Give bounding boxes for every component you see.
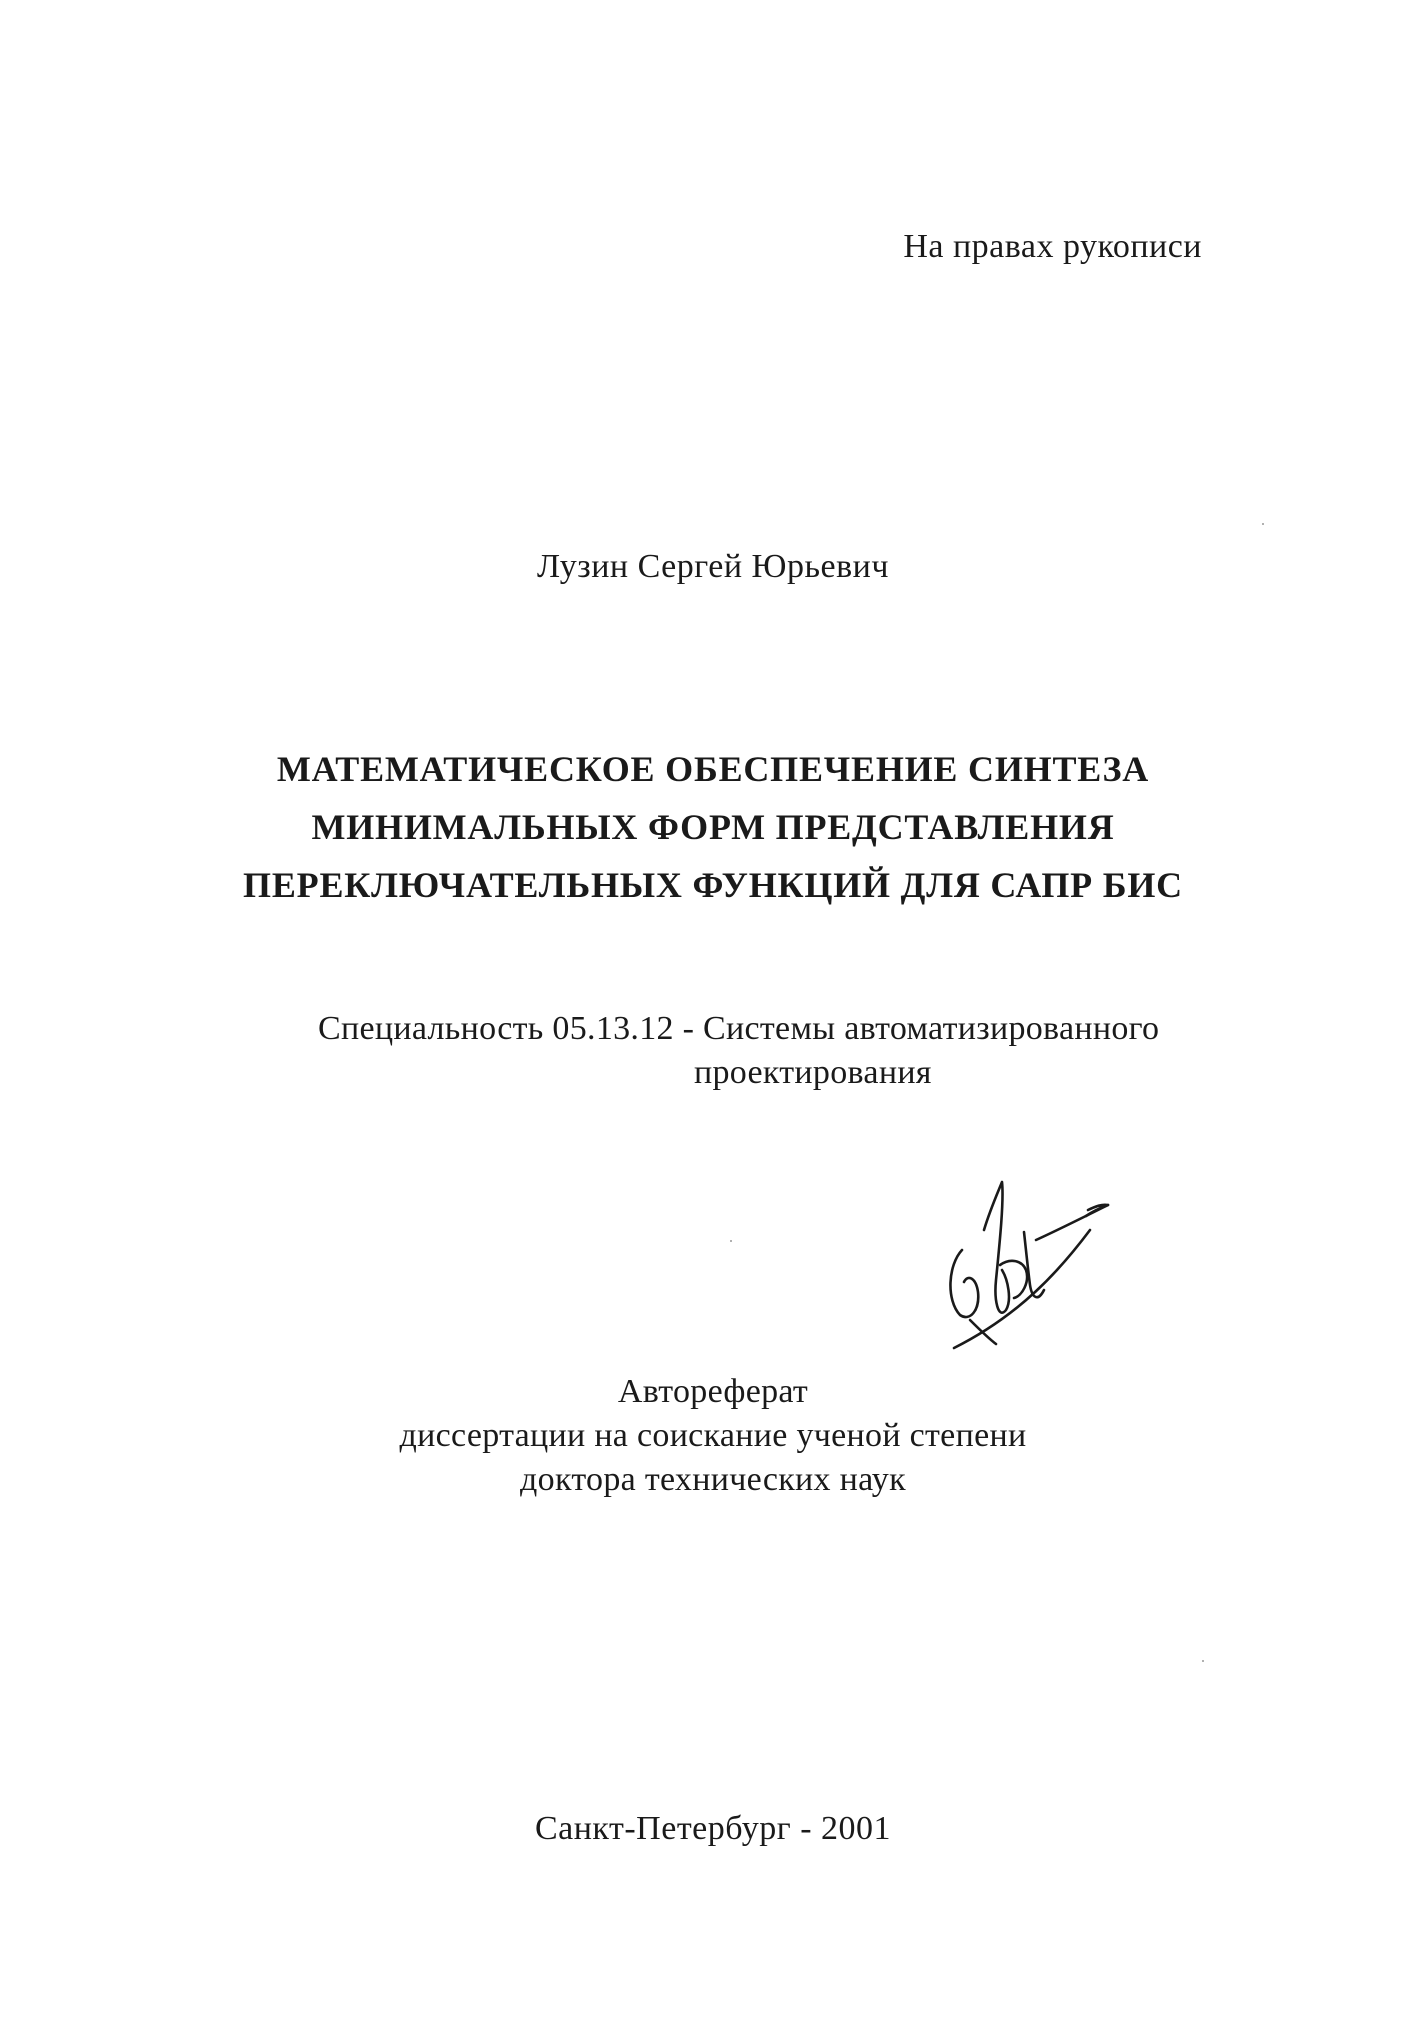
title-line-2: МИНИМАЛЬНЫХ ФОРМ ПРЕДСТАВЛЕНИЯ	[311, 807, 1115, 847]
abstract-line-3: доктора технических наук	[520, 1461, 906, 1498]
specialty-line-2: проектирования	[694, 1054, 932, 1091]
specialty-block	[318, 1007, 1218, 1095]
abstract-block	[0, 1370, 1426, 1502]
abstract-line-1: Автореферат	[617, 1373, 809, 1410]
title-line-1: МАТЕМАТИЧЕСКОЕ ОБЕСПЕЧЕНИЕ СИНТЕЗА	[276, 749, 1150, 789]
signature-image	[940, 1170, 1140, 1360]
dissertation-title	[0, 740, 1426, 914]
scan-speck	[1202, 1660, 1204, 1662]
city-year: Санкт-Петербург - 2001	[534, 1810, 892, 1847]
rights-note: На правах рукописи	[903, 228, 1202, 265]
abstract-line-2: диссертации на соискание ученой степени	[399, 1417, 1027, 1454]
author-name: Лузин Сергей Юрьевич	[537, 548, 889, 585]
title-line-3: ПЕРЕКЛЮЧАТЕЛЬНЫХ ФУНКЦИЙ ДЛЯ САПР БИС	[243, 865, 1183, 905]
scan-speck	[730, 1240, 732, 1242]
scan-speck	[1262, 523, 1264, 525]
specialty-line-1: Специальность 05.13.12 - Системы автоматизированного	[318, 1010, 1160, 1047]
